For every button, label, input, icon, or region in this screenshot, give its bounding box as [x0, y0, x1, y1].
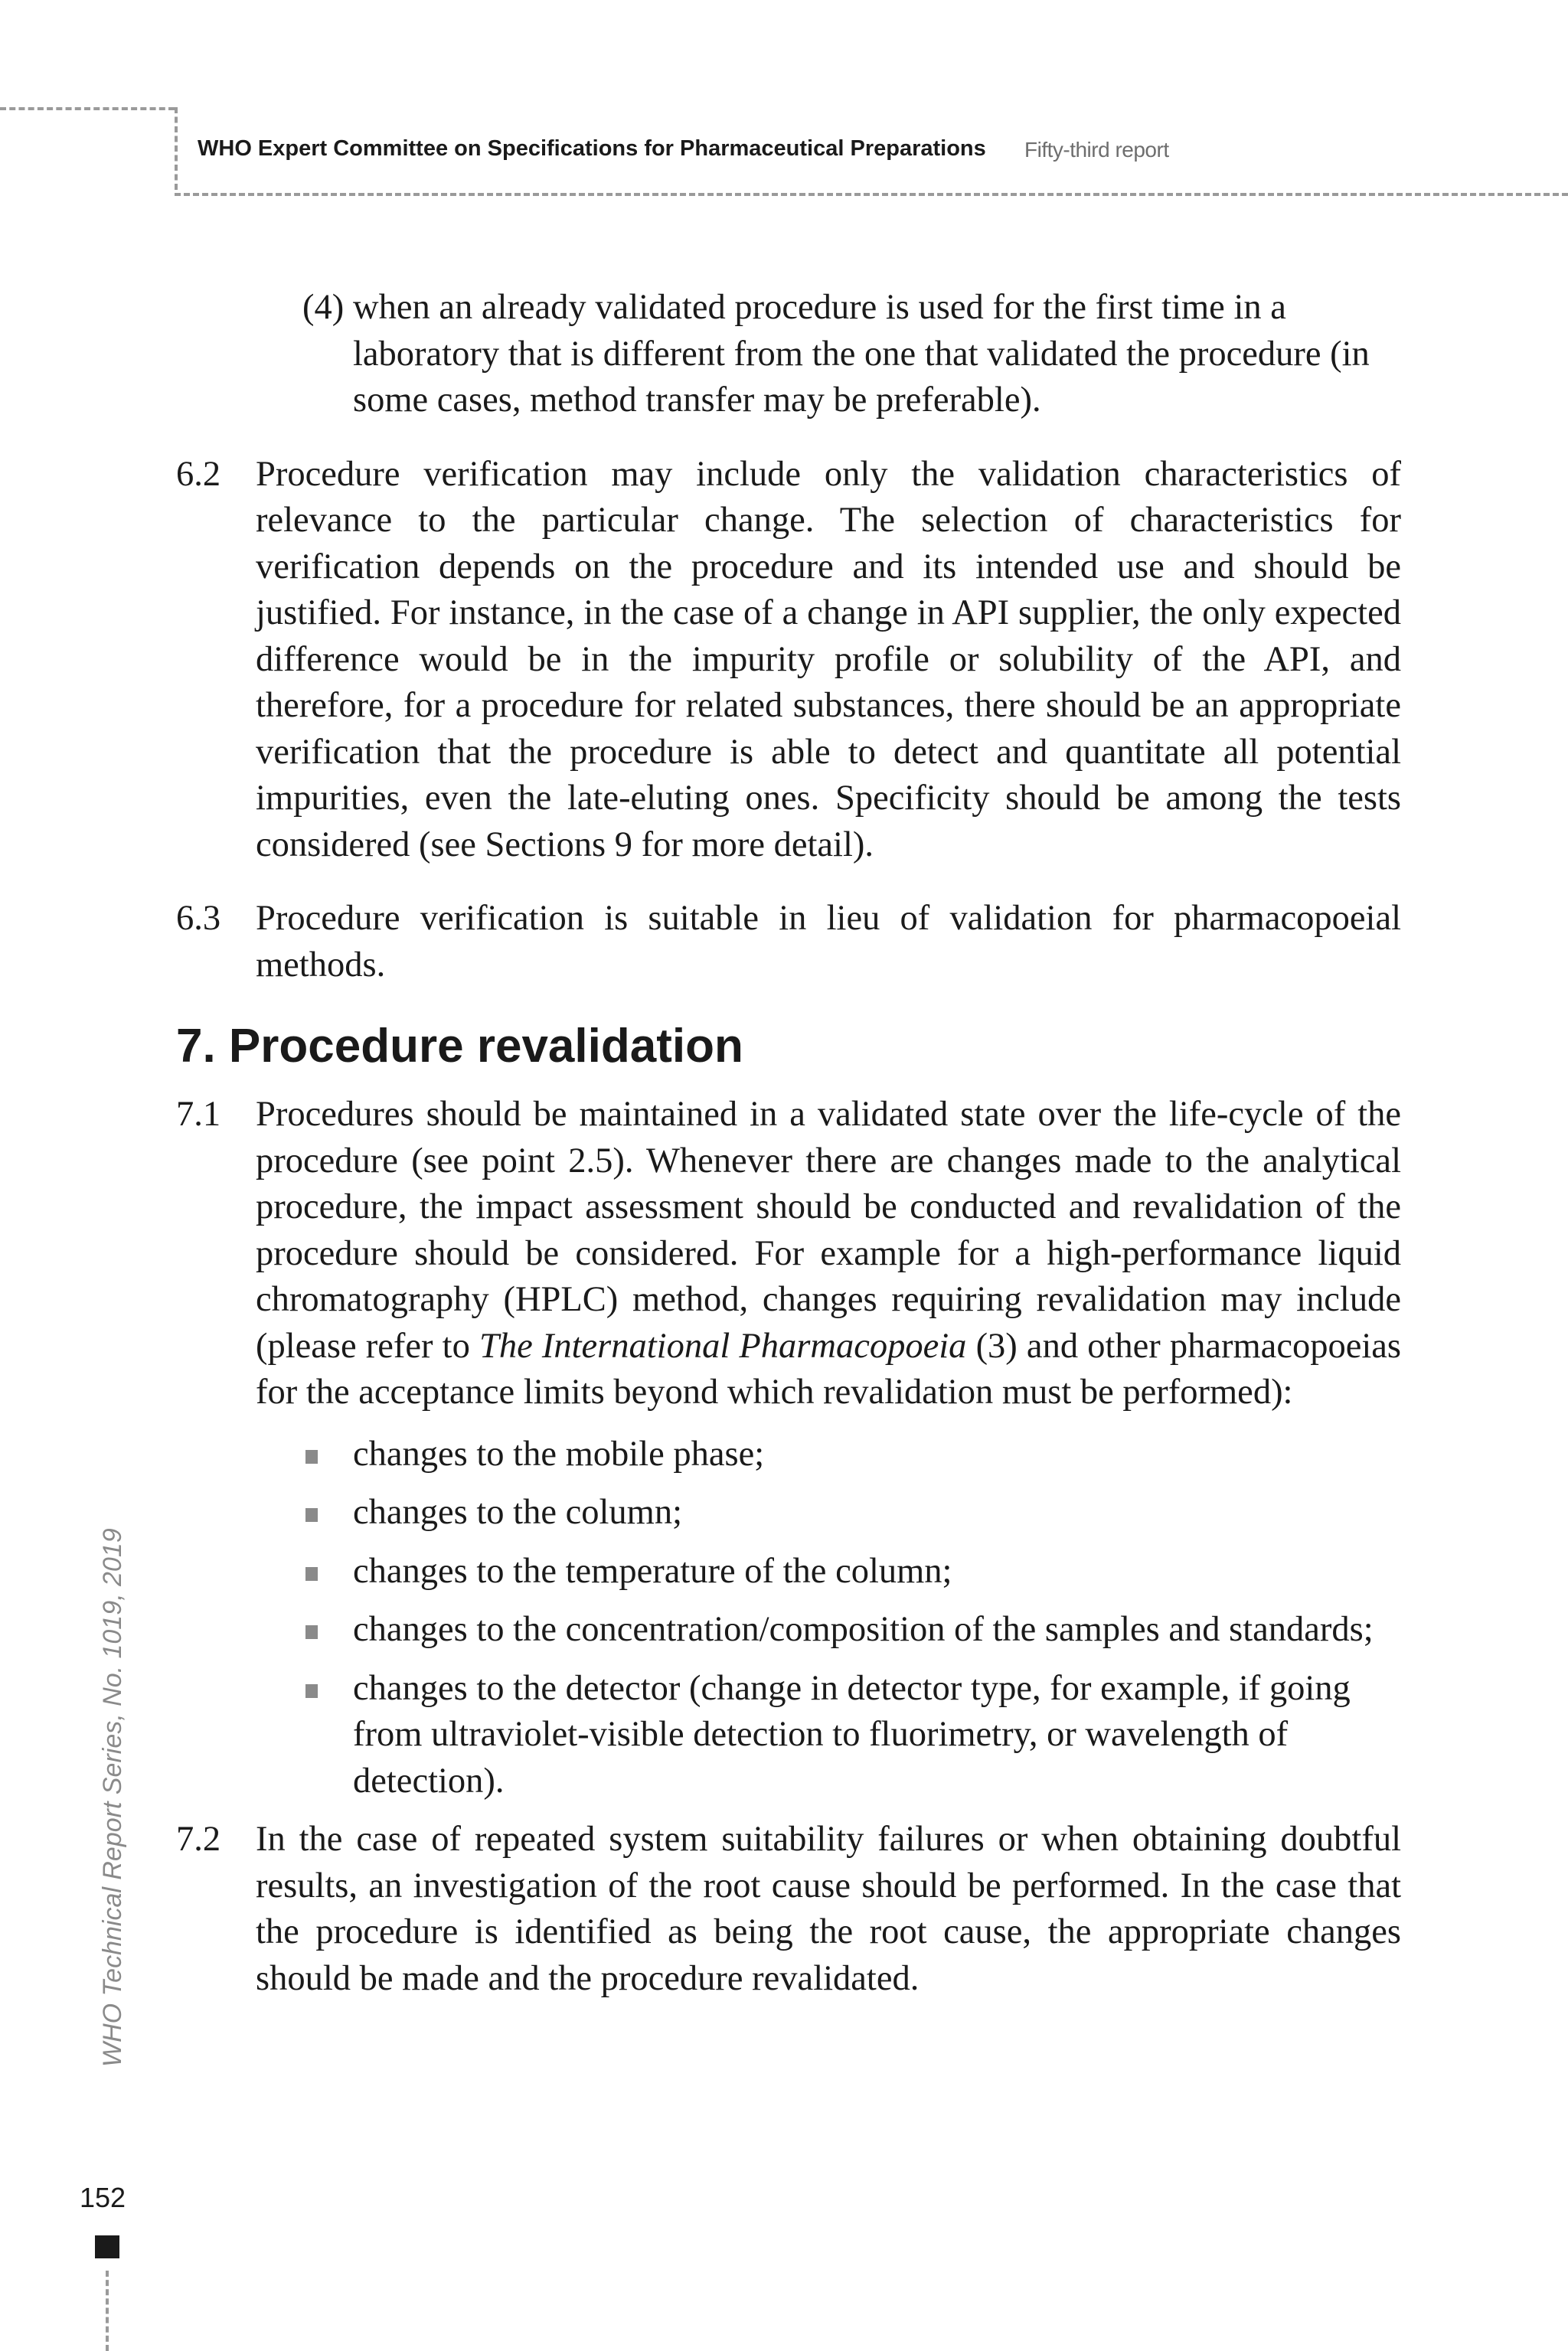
list-item-number: (4): [302, 288, 345, 327]
list-item-text: changes to the temperature of the column;: [353, 1551, 952, 1591]
section-heading: 7. Procedure revalidation: [176, 1020, 743, 1073]
list-item-text: changes to the mobile phase;: [353, 1434, 765, 1474]
bullet-list: [176, 1432, 1401, 1805]
header-bottom-dashed-rule: [175, 193, 1568, 196]
square-bullet-icon: [302, 1432, 353, 1478]
list-item: [302, 1490, 1401, 1536]
footer-vertical-dashed-rule: [106, 2271, 109, 2351]
list-item-text: changes to the column;: [353, 1493, 683, 1532]
paragraph-text: [256, 1092, 1401, 1416]
square-bullet-icon: [302, 1666, 353, 1805]
publication-title: The International Pharmacopoeia: [479, 1326, 967, 1366]
header-vertical-dashed-rule: [175, 107, 178, 190]
series-sidebar-text: WHO Technical Report Series, No. 1019, 2019: [98, 1528, 127, 2067]
square-bullet-icon: [302, 1490, 353, 1536]
running-header-subtitle: Fifty-third report: [1024, 138, 1169, 162]
list-item: [302, 1549, 1401, 1595]
square-bullet-icon: [302, 1549, 353, 1595]
paragraph-text-part: (3) and other pharmacopoeias for the acceptance limits beyond which revalidation must be performed):: [256, 1326, 1401, 1412]
page-number: 152: [80, 2182, 126, 2213]
paragraph-number: 6.2: [176, 454, 221, 494]
list-item-text: changes to the concentration/composition of the samples and standards;: [353, 1610, 1374, 1649]
paragraph-7-2: [176, 1817, 1401, 2002]
paragraph-text: Procedure verification may include only the validation characteristics of relevance to the particular change. The selection of characteristics for verification depends on the procedure and its intended use and should be justified. For instance, in the case of a change in API supplier, the only expected difference would be in the impurity profile or solubility of the API, and therefore, for a procedure for related substances, there should be an appropriate verification that the procedure is able to detect and quantitate all potential impurities, even the late-eluting ones. Specificity should be among the tests considered (see Sections 9 for more detail).: [256, 454, 1401, 864]
paragraph-number: 7.1: [176, 1095, 221, 1134]
paragraph-6-2: [176, 452, 1401, 869]
running-header-title: WHO Expert Committee on Specifications for Pharmaceutical Preparations: [198, 136, 986, 161]
list-item-text: changes to the detector (change in detector type, for example, if going from ultraviolet-visible detection to fluorimetry, or wavelength of detection).: [353, 1668, 1351, 1801]
list-item-text: when an already validated procedure is used for the first time in a laboratory that is different from the one that validated the procedure (in some cases, method transfer may be preferable).: [353, 288, 1370, 420]
list-item: [302, 1607, 1401, 1654]
paragraph-number: 6.3: [176, 899, 221, 938]
paragraph-text-part: Procedures should be maintained in a validated state over the life-cycle of the procedure (see point 2.5). Whenever there are changes made to the analytical procedure, the impact assessment should be conducted and revalidation of the procedure should be considered. For example for a high-performance liquid chromatography (HPLC) method, changes requiring revalidation may include (please refer to: [256, 1095, 1401, 1366]
list-item: [302, 1432, 1401, 1478]
paragraph-6-3: [176, 896, 1401, 988]
header-top-dashed-rule: [0, 107, 175, 110]
paragraph-number: 7.2: [176, 1820, 221, 1859]
list-item-4: [302, 285, 1401, 424]
list-item: [302, 1666, 1401, 1805]
square-bullet-icon: [302, 1607, 353, 1654]
paragraph-text: In the case of repeated system suitability failures or when obtaining doubtful results, an investigation of the root cause should be performed. In the case that the procedure is identified as being the root cause, the appropriate changes should be made and the procedure revalidated.: [256, 1820, 1401, 1998]
paragraph-text: Procedure verification is suitable in lieu of validation for pharmacopoeial methods.: [256, 899, 1401, 984]
page-body: [176, 285, 1401, 2002]
paragraph-7-1: [176, 1092, 1401, 1416]
page-marker-block: [95, 2235, 119, 2258]
